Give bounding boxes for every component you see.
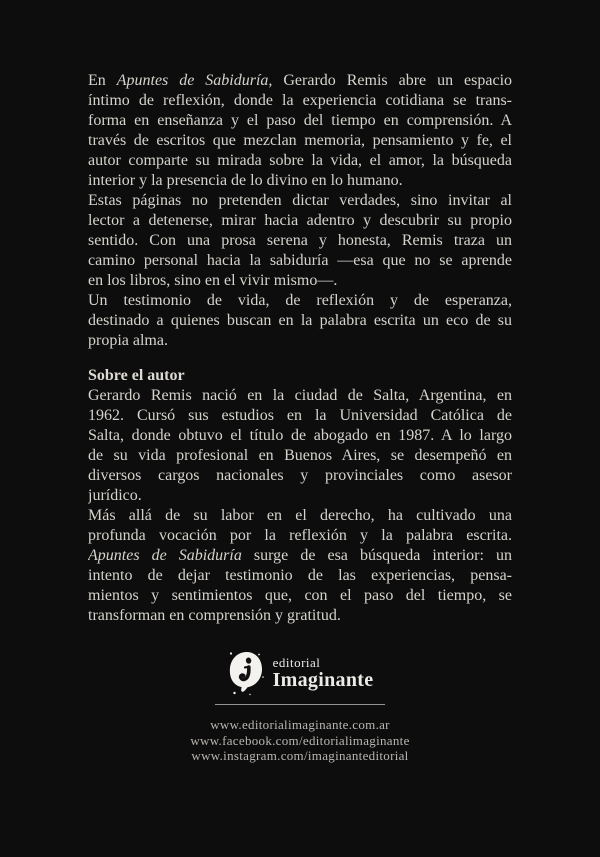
synopsis-p2-line-2: lector a detenerse, mirar hacia adentro y descubrir su propio: [88, 212, 512, 229]
text-run: En: [88, 72, 117, 89]
synopsis-section: [88, 71, 512, 351]
synopsis-p1-line-4: través de escritos que mezclan memoria, pensamiento y fe, el: [88, 132, 512, 149]
author-p2-line-2: profunda vocación por la reflexión y la palabra escrita.: [88, 527, 512, 544]
synopsis-p1-line-1: [88, 71, 512, 91]
author-p1-line-5: diversos cargos nacionales y provinciales como asesor: [88, 467, 512, 484]
logo-editorial-label: editorial: [272, 655, 321, 670]
book-title-italic: Apuntes de Sabiduría: [88, 547, 242, 564]
publisher-links: [0, 717, 600, 764]
synopsis-p3-line-2: destinado a quienes buscan en la palabra escrita un eco de su: [88, 312, 512, 329]
about-author-section: [88, 366, 512, 626]
logo-imaginante-label: Imaginante: [272, 669, 374, 691]
book-title-italic: Apuntes de Sabiduría: [116, 72, 269, 89]
ink-blob-i-icon: [227, 650, 265, 696]
footer-divider-line: [215, 704, 385, 705]
text-run: surge de esa búsqueda interior: un: [241, 547, 512, 564]
synopsis-p3-line-1: Un testimonio de vida, de reflexión y de esperanza,: [88, 292, 512, 309]
synopsis-p3-line-3: propia alma.: [88, 332, 168, 349]
synopsis-p1-line-3: forma en enseñanza y el paso del tiempo en comprensión. A: [88, 112, 512, 129]
publisher-logo: [0, 642, 600, 704]
synopsis-p1-line-2: íntimo de reflexión, donde la experiencia cotidiana se trans-: [88, 92, 512, 109]
synopsis-p1-line-5: autor comparte su mirada sobre la vida, el amor, la búsqueda: [88, 152, 512, 169]
website-url: www.editorialimaginante.com.ar: [210, 717, 390, 732]
instagram-url: www.instagram.com/imaginanteditorial: [191, 748, 409, 763]
author-p1-line-4: de su vida profesional en Buenos Aires, se desempeñó en: [88, 447, 512, 464]
author-p2-line-6: transforman en comprensión y gratitud.: [88, 607, 341, 624]
publisher-name: [273, 656, 374, 690]
facebook-url: www.facebook.com/editorialimaginante: [190, 732, 410, 748]
author-p2-line-3: [88, 546, 512, 566]
synopsis-p2-line-5: en los libros, sino en el vivir mismo—.: [88, 272, 338, 289]
author-p1-line-1: Gerardo Remis nació en la ciudad de Salta, Argentina, en: [88, 387, 512, 404]
synopsis-p2-line-1: Estas páginas no pretenden dictar verdades, sino invitar al: [88, 192, 512, 209]
synopsis-p1-line-6: interior y la presencia de lo divino en lo humano.: [88, 172, 403, 189]
author-p1-line-3: Salta, donde obtuvo el título de abogado en 1987. A lo largo: [88, 427, 512, 444]
synopsis-p2-line-4: camino personal hacia la sabiduría —esa que no se aprende: [88, 252, 512, 269]
text-run: , Gerardo Remis abre un espacio: [268, 72, 512, 89]
author-p2-line-5: mientos y sentimientos que, con el paso del tiempo, se: [88, 587, 512, 604]
about-author-heading: Sobre el autor: [88, 367, 185, 384]
author-p2-line-1: Más allá de su labor en el derecho, ha cultivado una: [88, 507, 512, 524]
author-p2-line-4: intento de dejar testimonio de las experiencias, pensa-: [88, 567, 512, 584]
synopsis-p2-line-3: sentido. Con una prosa serena y honesta, Remis traza un: [88, 232, 512, 249]
author-p1-line-6: jurídico.: [88, 487, 142, 504]
author-p1-line-2: 1962. Cursó sus estudios en la Universidad Católica de: [88, 407, 512, 424]
